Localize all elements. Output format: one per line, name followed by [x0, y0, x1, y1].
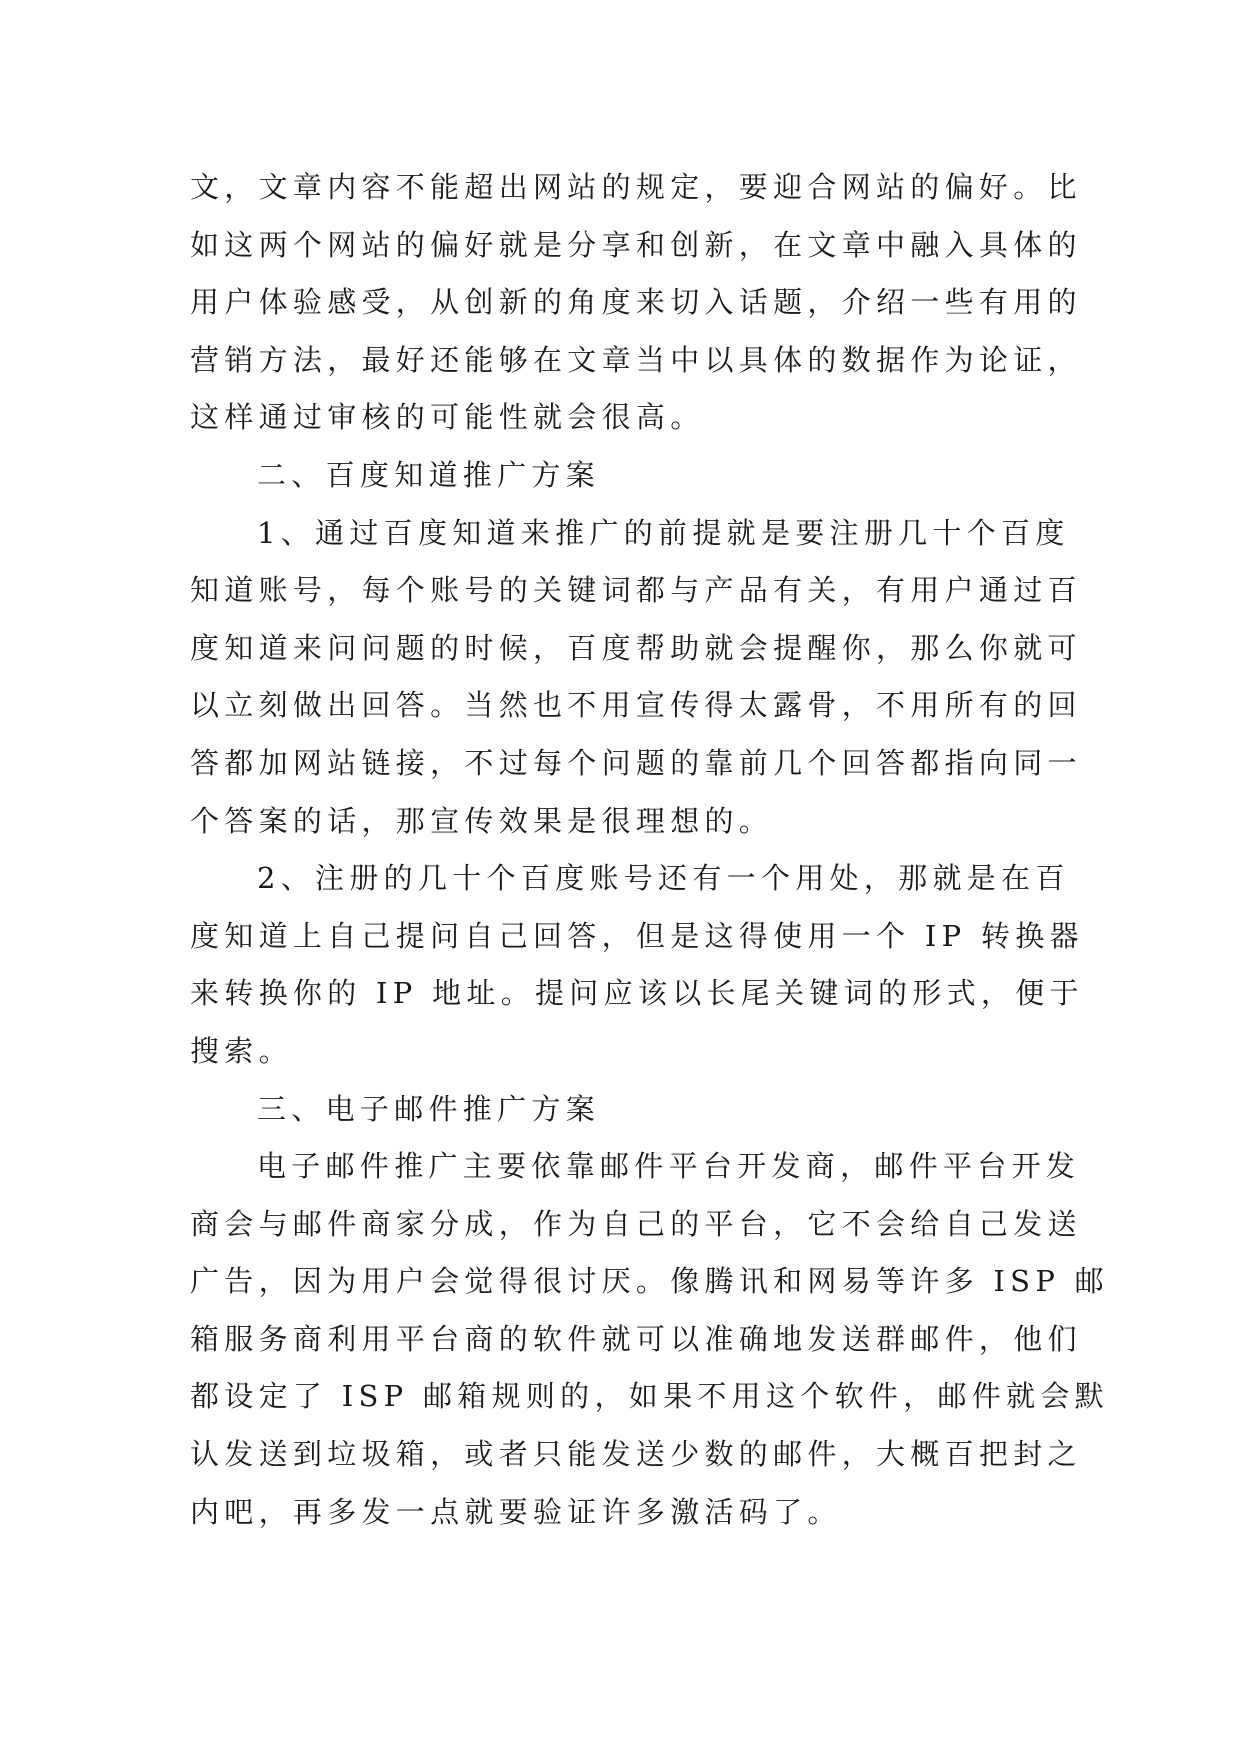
- section-heading: 三、电子邮件推广方案: [257, 1091, 601, 1126]
- text-line: 答都加网站链接，不过每个问题的靠前几个回答都指向同一: [190, 745, 1082, 780]
- text-line: 广告，因为用户会觉得很讨厌。像腾讯和网易等许多 ISP 邮: [190, 1264, 1109, 1299]
- text-line: 搜索。: [190, 1033, 293, 1068]
- text-line: 箱服务商利用平台商的软件就可以准确地发送群邮件，他们: [190, 1321, 1082, 1356]
- text-line: 都设定了 ISP 邮箱规则的，如果不用这个软件，邮件就会默: [190, 1379, 1109, 1414]
- text-line: 知道账号，每个账号的关键词都与产品有关，有用户通过百: [190, 573, 1082, 608]
- paragraph-start: 2、注册的几十个百度账号还有一个用处，那就是在百: [257, 861, 1070, 896]
- text-line: 商会与邮件商家分成，作为自己的平台，它不会给自己发送: [190, 1206, 1082, 1241]
- text-line: 个答案的话，那宣传效果是很理想的。: [190, 803, 774, 838]
- text-line: 如这两个网站的偏好就是分享和创新，在文章中融入具体的: [190, 227, 1082, 262]
- text-line: 文，文章内容不能超出网站的规定，要迎合网站的偏好。比: [190, 170, 1082, 204]
- text-line: 内吧，再多发一点就要验证许多激活码了。: [190, 1494, 842, 1529]
- text-line: 认发送到垃圾箱，或者只能发送少数的邮件，大概百把封之: [190, 1437, 1082, 1472]
- text-line: 度知道来问问题的时候，百度帮助就会提醒你，那么你就可: [190, 630, 1082, 665]
- text-line: 以立刻做出回答。当然也不用宣传得太露骨，不用所有的回: [190, 688, 1082, 723]
- text-line: 这样通过审核的可能性就会很高。: [190, 400, 705, 435]
- text-line: 来转换你的 IP 地址。提问应该以长尾关键词的形式，便于: [190, 976, 1084, 1011]
- section-heading: 二、百度知道推广方案: [257, 457, 601, 492]
- paragraph-start: 1、通过百度知道来推广的前提就是要注册几十个百度: [257, 515, 1070, 550]
- document-body: [190, 159, 1109, 1541]
- paragraph-start: 电子邮件推广主要依靠邮件平台开发商，邮件平台开发: [257, 1149, 1081, 1184]
- text-line: 用户体验感受，从创新的角度来切入话题，介绍一些有用的: [190, 285, 1082, 320]
- text-line: 度知道上自己提问自己回答，但是这得使用一个 IP 转换器: [190, 918, 1084, 953]
- text-line: 营销方法，最好还能够在文章当中以具体的数据作为论证，: [190, 342, 1082, 377]
